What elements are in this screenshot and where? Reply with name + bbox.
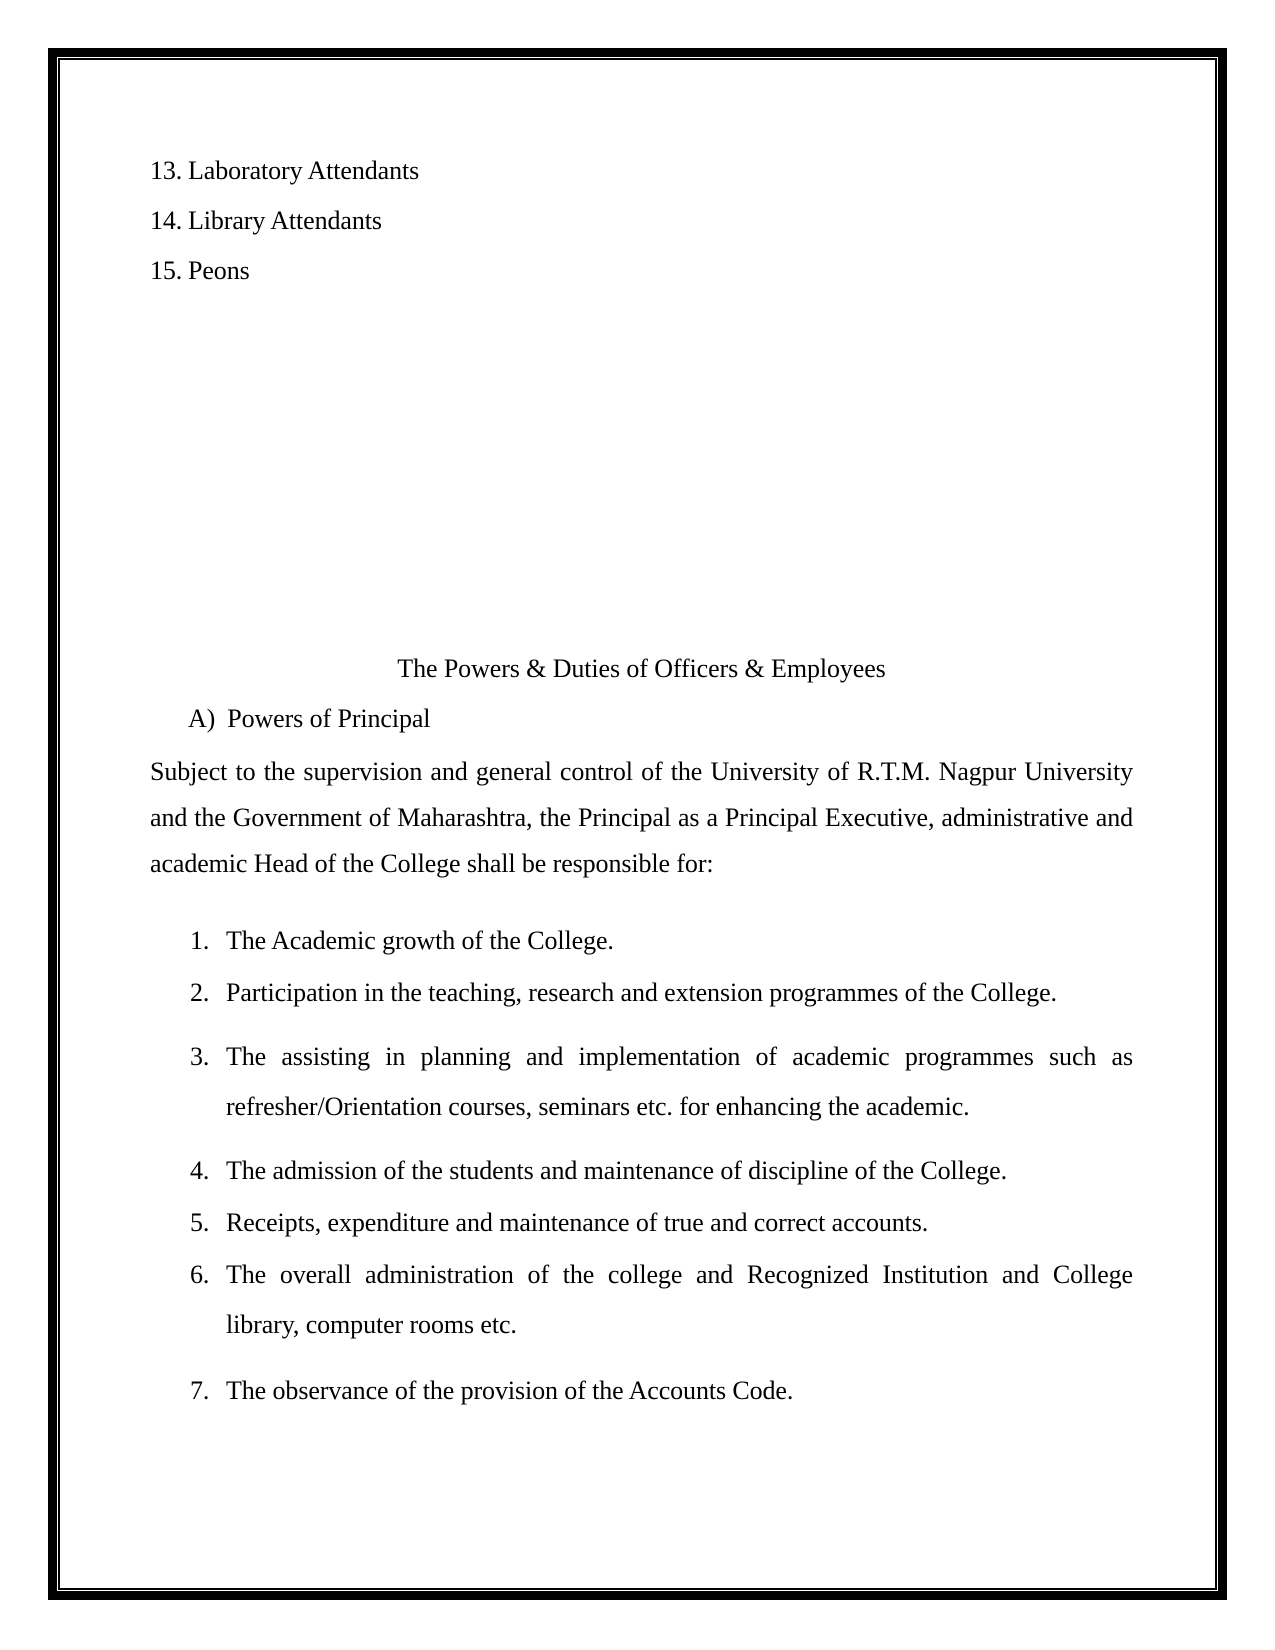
list-item-text: The overall administration of the college and Recognized Institution and College library, computer rooms etc. [226,1260,1133,1339]
list-item [190,1250,1133,1350]
page-border-inner [58,58,1217,1590]
list-item [190,1198,1133,1248]
list-item-text: The Academic growth of the College. [226,926,614,955]
list-item-text: The admission of the students and maintenance of discipline of the College. [226,1156,1007,1185]
list-item-number: 13. [150,156,183,185]
list-item-number: 14. [150,206,183,235]
list-item-text: The assisting in planning and implementation of academic programmes such as refresher/Orientation courses, seminars etc. for enhancing the academic. [226,1042,1133,1121]
list-item-text: Peons [188,256,250,285]
list-item [150,196,1133,246]
list-item-number: 7. [190,1376,210,1405]
list-item-text: The observance of the provision of the Accounts Code. [226,1376,794,1405]
section-heading: The Powers & Duties of Officers & Employees [397,654,886,683]
duties-list [150,916,1133,1416]
list-item [190,916,1133,966]
attendants-list [150,146,1133,296]
list-item [150,246,1133,296]
list-item-number: 2. [190,978,210,1007]
list-item [190,1146,1133,1196]
page-content [60,60,1215,1588]
list-item-text: Laboratory Attendants [188,156,420,185]
list-item-text: Receipts, expenditure and maintenance of true and correct accounts. [226,1208,929,1237]
list-item-number: 5. [190,1208,210,1237]
list-item-number: 6. [190,1260,210,1289]
list-item [190,1032,1133,1132]
list-item-number: 3. [190,1042,210,1071]
list-item-text: Library Attendants [188,206,382,235]
list-item-number: 4. [190,1156,210,1185]
subsection-label: A) [188,704,216,733]
page-border-outer [48,48,1227,1600]
intro-paragraph: Subject to the supervision and general control of the University of R.T.M. Nagpur University and the Government of Maharashtra, the Principal as a Principal Executive, administrative and academic Head of the College shall be responsible for: [150,757,1133,878]
list-item [190,968,1133,1018]
list-item [190,1366,1133,1416]
list-item-number: 1. [190,926,210,955]
subsection-title [150,694,1133,744]
list-item-number: 15. [150,256,183,285]
blank-space [150,296,1133,644]
list-item [150,146,1133,196]
subsection-title-text: Powers of Principal [227,704,431,733]
list-item-text: Participation in the teaching, research and extension programmes of the College. [226,978,1057,1007]
